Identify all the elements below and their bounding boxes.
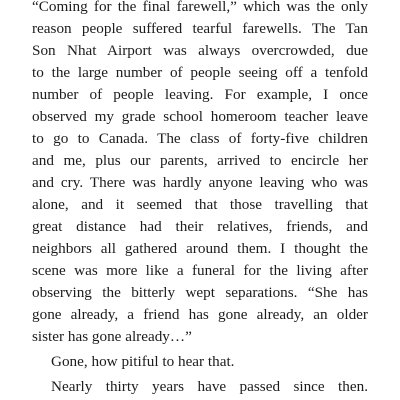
text-line: gone already, a friend has gone already, an older <box>32 306 368 323</box>
text-line: neighbors all gathered around them. I thought the <box>32 240 368 257</box>
text-line: great distance had their relatives, friends, and <box>32 218 368 235</box>
text-line: reason people suffered tearful farewells. The Tan <box>32 20 368 37</box>
text-line: to the large number of people seeing off a tenfold <box>32 64 368 81</box>
text-line: “Coming for the final farewell,” which was the only <box>32 0 368 15</box>
text-line: number of people leaving. For example, I once <box>32 86 368 103</box>
text-line: and me, plus our parents, arrived to encircle her <box>32 152 368 169</box>
text-line: sister has gone already…” <box>32 328 192 345</box>
text-line: Gone, how pitiful to hear that. <box>51 353 235 370</box>
text-line: to go to Canada. The class of forty-five children <box>32 130 368 147</box>
text-line: Son Nhat Airport was always overcrowded, due <box>32 42 368 59</box>
text-line: observing the bitterly wept separations. “She has <box>32 284 368 301</box>
text-line: and cry. There was hardly anyone leaving who was <box>32 174 368 191</box>
text-line: scene was more like a funeral for the living after <box>32 262 368 279</box>
text-line: Nearly thirty years have passed since then. <box>51 378 368 395</box>
text-line: observed my grade school homeroom teacher leave <box>32 108 368 125</box>
text-line: alone, and it seemed that those travelling that <box>32 196 368 213</box>
